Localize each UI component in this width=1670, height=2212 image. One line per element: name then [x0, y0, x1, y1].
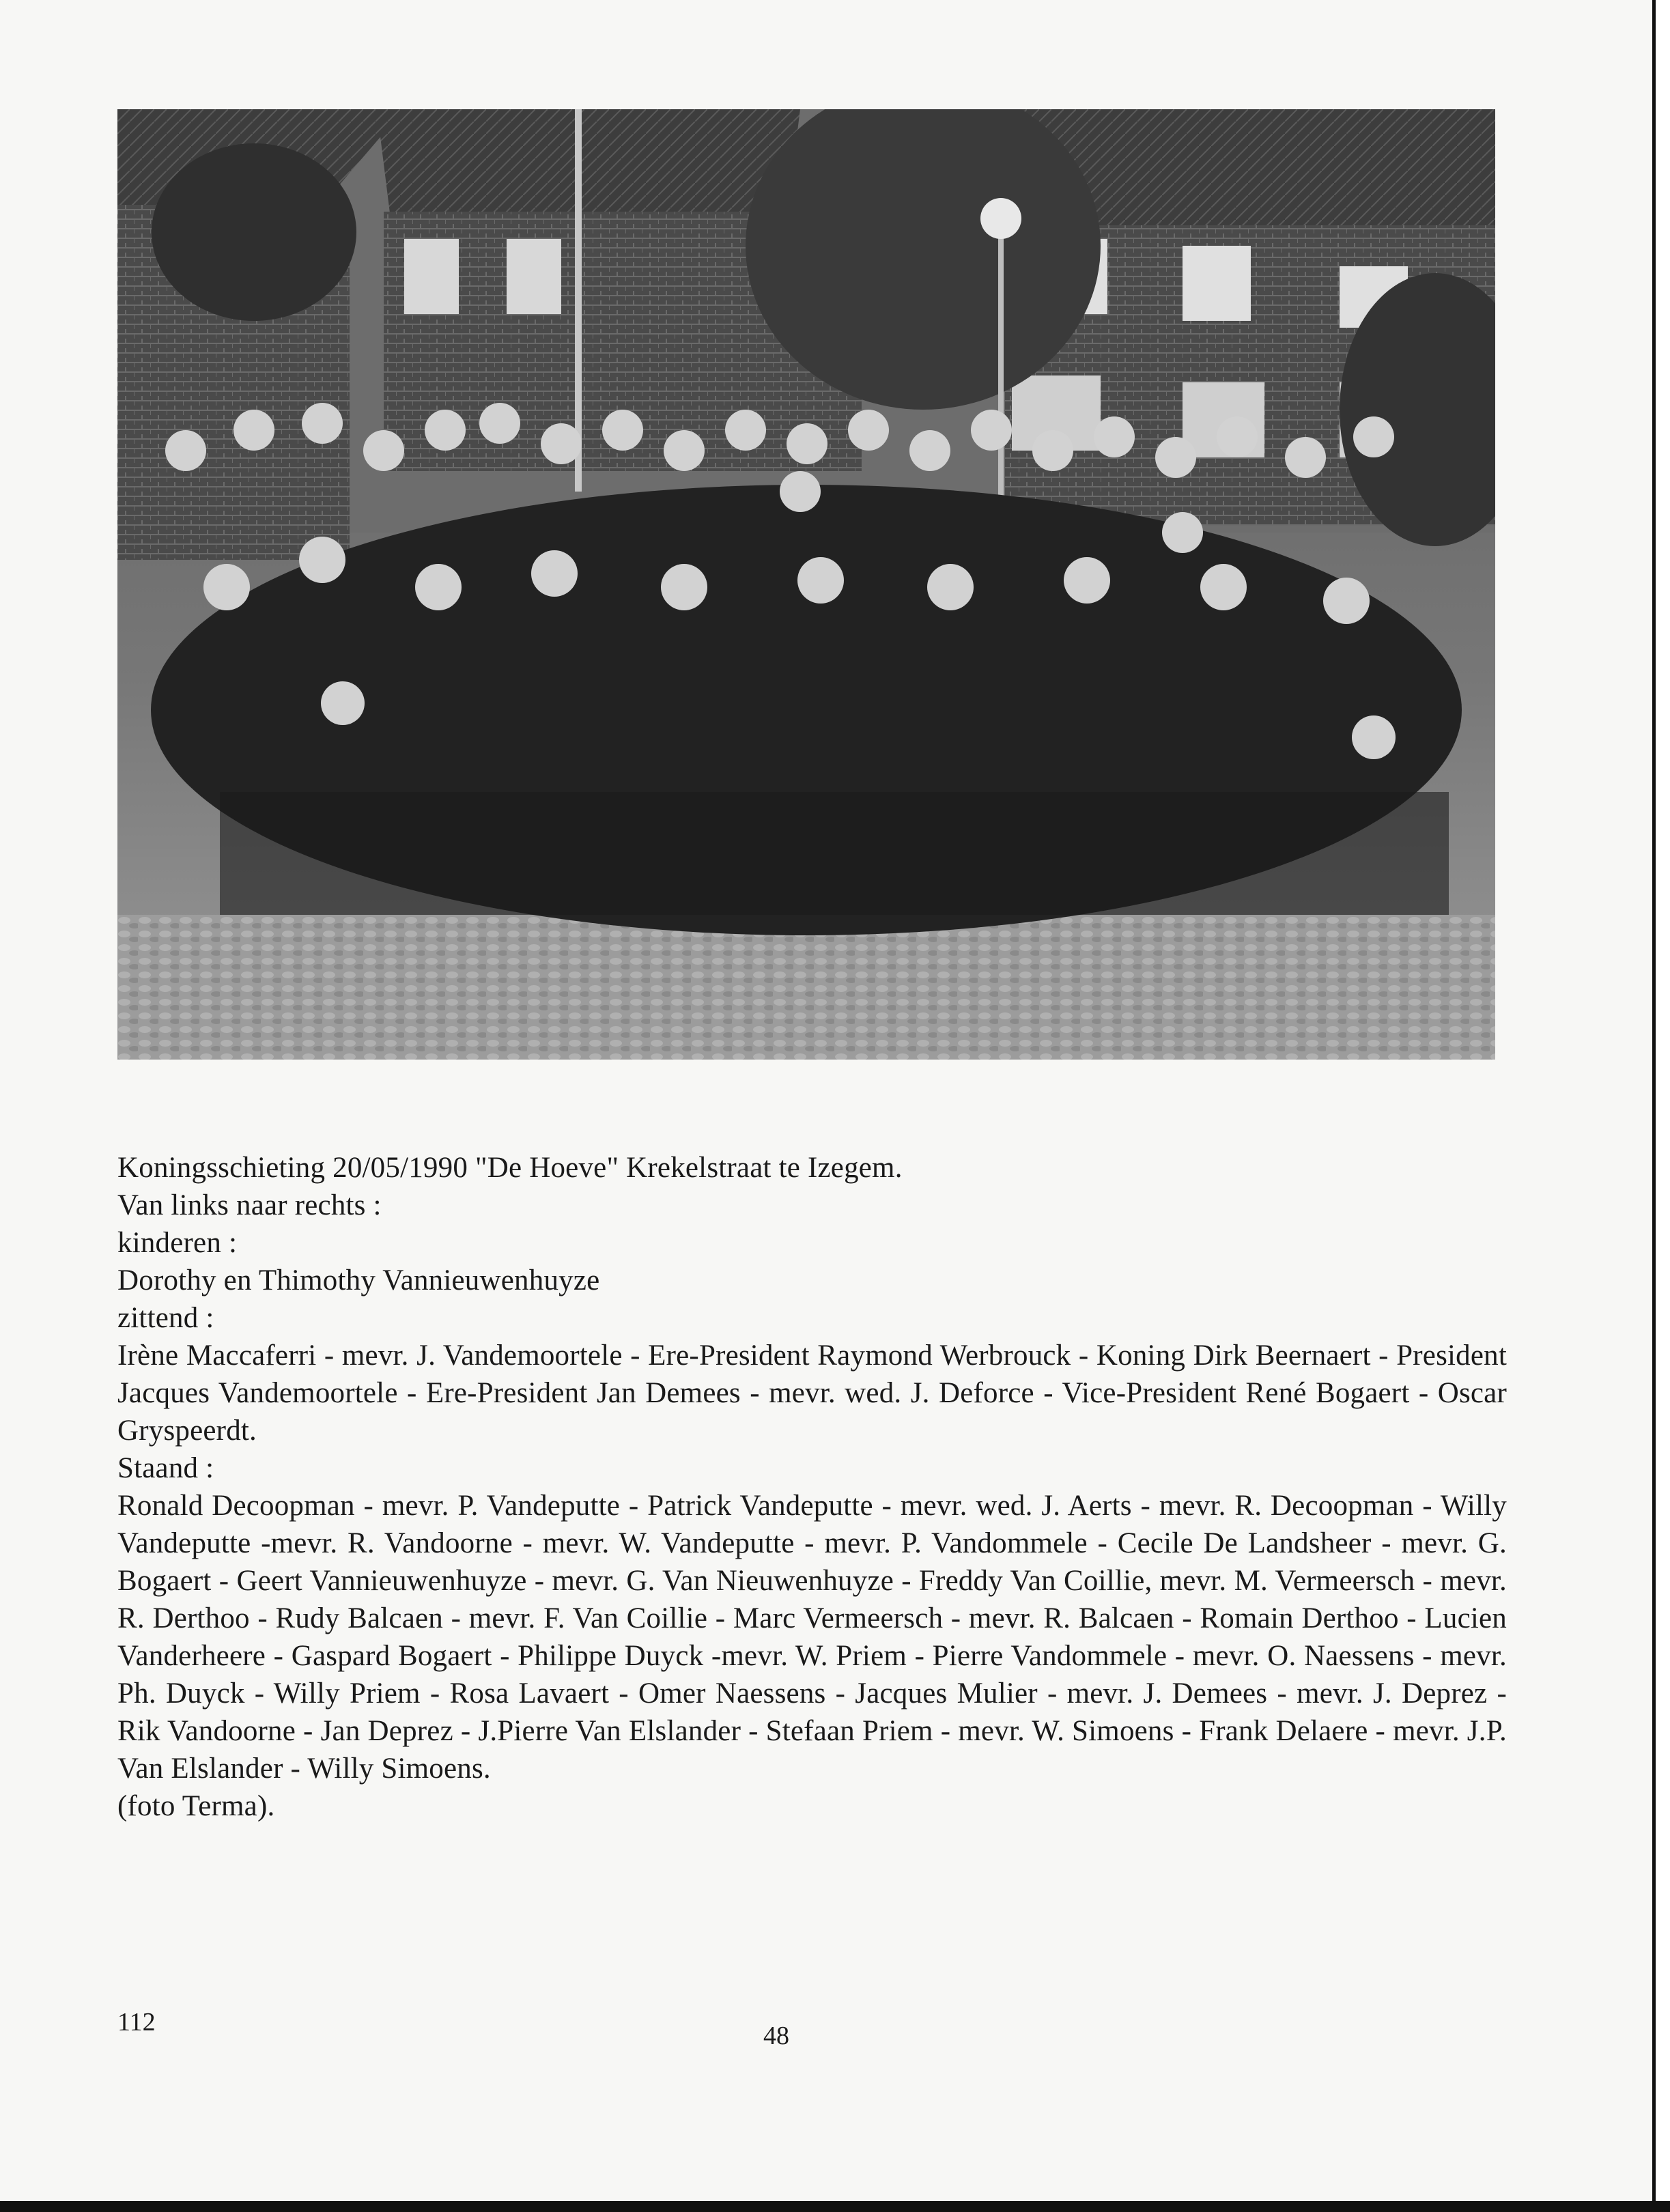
page-edge-right — [1652, 0, 1670, 2212]
group-photo-icon — [117, 109, 1495, 1060]
caption-direction: Van links naar rechts : — [117, 1189, 382, 1221]
group-photo — [117, 109, 1495, 1060]
caption-standing-heading: Staand : — [117, 1452, 214, 1484]
caption-children-names: Dorothy en Thimothy Vannieuwenhuyze — [117, 1264, 600, 1296]
photo-caption — [117, 1149, 1507, 1825]
caption-seated-heading: zittend : — [117, 1302, 214, 1334]
caption-seated-names: Irène Maccaferri - mevr. J. Vandemoortele - Ere-President Raymond Werbrouck - Koning Dirk Beernaert - President Jacques Vandemoortele - Ere-President Jan Demees - mevr. wed. J. Deforce - Vice-President René Bogaert - Oscar Gryspeerdt. — [117, 1339, 1507, 1447]
caption-title: Koningsschieting 20/05/1990 "De Hoeve" Krekelstraat te Izegem. — [117, 1152, 903, 1184]
caption-standing-names: Ronald Decoopman - mevr. P. Vandeputte - Patrick Vandeputte - mevr. wed. J. Aerts - mevr. R. Decoopman - Willy Vandeputte -mevr. R. Vandoorne - mevr. W. Vandeputte - mevr. P. Vandommele - Cecile De Landsheer - mevr. G. Bogaert - Geert Vannieuwenhuyze - mevr. G. Van Nieuwenhuyze - Freddy Van Coillie, mevr. M. Vermeersch - mevr. R. Derthoo - Rudy Balcaen - mevr. F. Van Coillie - Marc Vermeersch - mevr. R. Balcaen - Romain Derthoo - Lucien Vanderheere - Gaspard Bogaert - Philippe Duyck -mevr. W. Priem - Pierre Vandommele - mevr. O. Naessens - mevr. Ph. Duyck - Willy Priem - Rosa Lavaert - Omer Naessens - Jacques Mulier - mevr. J. Demees - mevr. J. Deprez - Rik Vandoorne - Jan Deprez - J.Pierre Van Elslander - Stefaan Priem - mevr. W. Simoens - Frank Delaere - mevr. J.P. Van Elslander - Willy Simoens. — [117, 1490, 1507, 1785]
page-number-center: 48 — [763, 2022, 789, 2050]
caption-photo-credit: (foto Terma). — [117, 1790, 275, 1822]
caption-children-heading: kinderen : — [117, 1227, 238, 1259]
page-number-left: 112 — [117, 2008, 156, 2037]
page-edge-bottom — [0, 2201, 1670, 2212]
